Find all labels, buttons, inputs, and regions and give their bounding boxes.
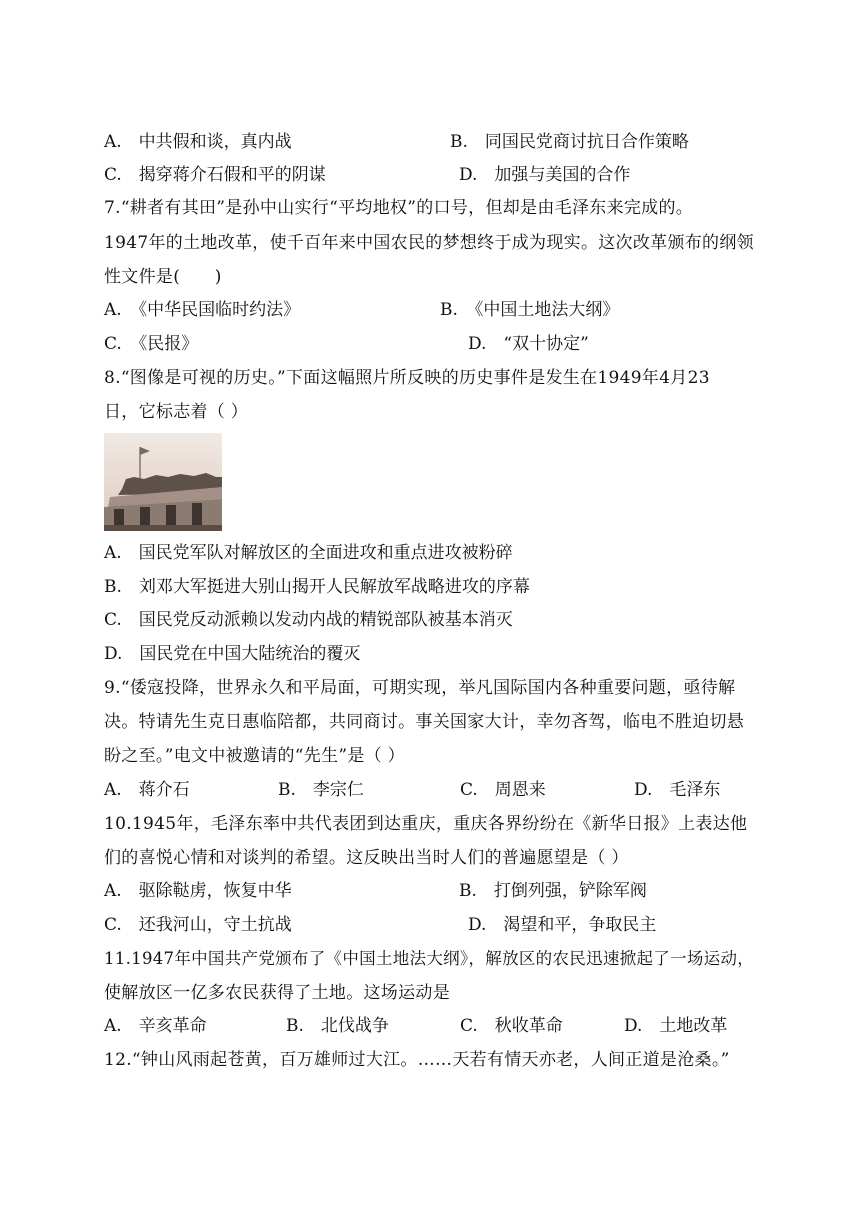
- q8-option-d: D. 国民党在中国大陆统治的覆灭: [104, 644, 361, 664]
- q7-option-a: A. 《中华民国临时约法》: [104, 300, 301, 320]
- q6-option-d: D. 加强与美国的合作: [459, 165, 631, 185]
- q7-stem-line-3: 性文件是( ): [104, 267, 222, 287]
- q9-option-c: C. 周恩来: [460, 780, 546, 800]
- q6-option-c: C. 揭穿蒋介石假和平的阴谋: [104, 165, 326, 185]
- q10-stem-line-1: 10.1945年，毛泽东率中共代表团到达重庆，重庆各界纷纷在《新华日报》上表达他: [104, 814, 748, 834]
- q9-option-d: D. 毛泽东: [634, 780, 721, 800]
- q8-stem-line-2: 日，它标志着（ ）: [104, 402, 249, 422]
- q12-stem-line-1: 12.“钟山风雨起苍黄，百万雄师过大江。……天若有情天亦老，人间正道是沧桑。”: [104, 1050, 730, 1070]
- q11-stem-line-1: 11.1947年中国共产党颁布了《中国土地法大纲》，解放区的农民迅速掀起了一场运动，: [104, 949, 755, 968]
- q11-option-c: C. 秋收革命: [460, 1016, 563, 1036]
- q9-stem-line-2: 决。特请先生克日惠临陪都，共同商讨。事关国家大计，幸勿吝驾，临电不胜迫切悬: [104, 712, 745, 732]
- q8-option-c: C. 国民党反动派赖以发动内战的精锐部队被基本消灭: [104, 610, 513, 630]
- q7-option-c: C. 《民报》: [104, 334, 199, 354]
- q10-option-d: D. 渴望和平，争取民主: [468, 915, 657, 935]
- presidential-palace-photo-graphic: [104, 433, 222, 531]
- q8-option-a: A. 国民党军队对解放区的全面进攻和重点进攻被粉碎: [104, 543, 513, 563]
- q8-option-b: B. 刘邓大军挺进大别山揭开人民解放军战略进攻的序幕: [104, 577, 530, 597]
- q6-option-b: B. 同国民党商讨抗日合作策略: [450, 132, 689, 152]
- q10-stem-line-2: 们的喜悦心情和对谈判的希望。这反映出当时人们的普遍愿望是（ ）: [104, 848, 629, 868]
- q7-stem-line-1: 7.“耕者有其田”是孙中山实行“平均地权”的口号，但却是由毛泽东来完成的。: [104, 198, 694, 218]
- q11-option-b: B. 北伐战争: [286, 1016, 389, 1036]
- q7-option-b: B. 《中国土地法大纲》: [440, 300, 620, 320]
- q10-option-c: C. 还我河山，守土抗战: [104, 915, 292, 935]
- historical-photo: [104, 433, 222, 531]
- q8-stem-line-1: 8.“图像是可视的历史。”下面这幅照片所反映的历史事件是发生在1949年4月23: [104, 368, 710, 388]
- q9-stem-line-1: 9.“倭寇投降，世界永久和平局面，可期实现，举凡国际国内各种重要问题，亟待解: [104, 678, 736, 698]
- q9-stem-line-3: 盼之至。”电文中被邀请的“先生”是（ ）: [104, 746, 405, 766]
- q10-option-a: A. 驱除鞑虏，恢复中华: [104, 881, 292, 901]
- q10-option-b: B. 打倒列强，铲除军阀: [459, 881, 647, 901]
- q9-option-b: B. 李宗仁: [278, 780, 364, 800]
- q11-option-d: D. 土地改革: [624, 1016, 728, 1036]
- q7-option-d: D. “双十协定”: [468, 334, 589, 354]
- q6-option-a: A. 中共假和谈，真内战: [104, 132, 292, 152]
- q9-option-a: A. 蒋介石: [104, 780, 190, 800]
- q11-option-a: A. 辛亥革命: [104, 1016, 207, 1036]
- q11-stem-line-2: 使解放区一亿多农民获得了土地。这场运动是: [104, 983, 450, 1003]
- q7-stem-line-2: 1947年的土地改革，使千百年来中国农民的梦想终于成为现实。这次改革颁布的纲领: [104, 233, 754, 253]
